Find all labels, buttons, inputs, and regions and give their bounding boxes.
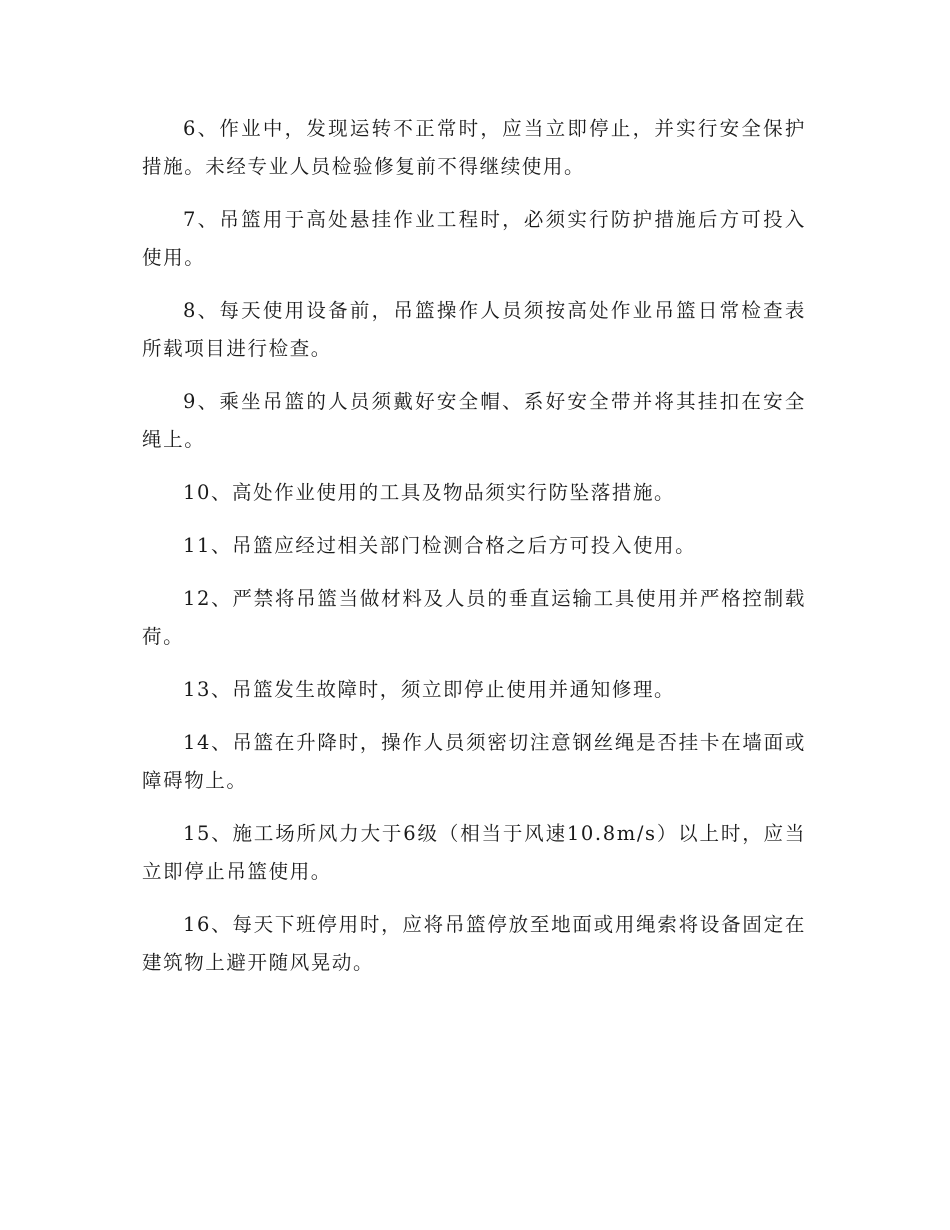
paragraph-item-11: 11、吊篮应经过相关部门检测合格之后方可投入使用。 [182,534,697,557]
paragraph-item-12: 12、严禁将吊篮当做材料及人员的垂直运输工具使用并严格控制载荷。 [142,587,806,648]
paragraph-item-14: 14、吊篮在升降时，操作人员须密切注意钢丝绳是否挂卡在墙面或障碍物上。 [142,731,806,792]
paragraph-item-15: 15、施工场所风力大于6级（相当于风速10.8m/s）以上时，应当立即停止吊篮使用。 [142,822,806,883]
paragraph-item-7: 7、吊篮用于高处悬挂作业工程时，必须实行防护措施后方可投入使用。 [142,208,806,269]
paragraph-item-9: 9、乘坐吊篮的人员须戴好安全帽、系好安全带并将其挂扣在安全绳上。 [142,390,806,451]
document-body [142,110,806,997]
paragraph-item-10: 10、高处作业使用的工具及物品须实行防坠落措施。 [182,481,676,504]
paragraph-item-6: 6、作业中，发现运转不正常时，应当立即停止，并实行安全保护措施。未经专业人员检验修复前不得继续使用。 [142,117,806,178]
paragraph-item-16: 16、每天下班停用时，应将吊篮停放至地面或用绳索将设备固定在建筑物上避开随风晃动。 [142,913,806,974]
paragraph-item-13: 13、吊篮发生故障时，须立即停止使用并通知修理。 [182,678,676,701]
paragraph-item-8: 8、每天使用设备前，吊篮操作人员须按高处作业吊篮日常检查表所载项目进行检查。 [142,299,806,360]
